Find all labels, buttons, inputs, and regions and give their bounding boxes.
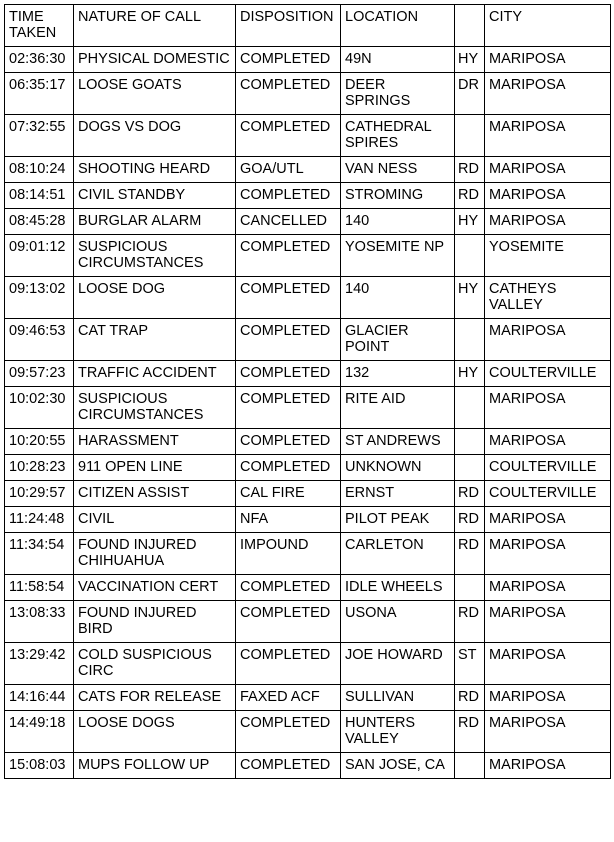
cell-nature-of-call: SHOOTING HEARD xyxy=(74,157,236,183)
cell-nature-of-call: 911 OPEN LINE xyxy=(74,455,236,481)
cell-city: COULTERVILLE xyxy=(485,455,611,481)
cell-nature-of-call: HARASSMENT xyxy=(74,429,236,455)
call-log-page xyxy=(4,4,611,779)
cell-city: MARIPOSA xyxy=(485,711,611,753)
cell-location-suffix: HY xyxy=(455,361,485,387)
header-disposition: DISPOSITION xyxy=(236,5,341,47)
cell-nature-of-call: MUPS FOLLOW UP xyxy=(74,753,236,779)
cell-city: MARIPOSA xyxy=(485,209,611,235)
cell-disposition: COMPLETED xyxy=(236,575,341,601)
cell-city: MARIPOSA xyxy=(485,643,611,685)
cell-time-taken: 07:32:55 xyxy=(5,115,74,157)
cell-location: IDLE WHEELS xyxy=(341,575,455,601)
cell-nature-of-call: LOOSE DOGS xyxy=(74,711,236,753)
cell-location-suffix: HY xyxy=(455,47,485,73)
cell-time-taken: 10:28:23 xyxy=(5,455,74,481)
cell-city: MARIPOSA xyxy=(485,183,611,209)
cell-city: MARIPOSA xyxy=(485,157,611,183)
table-row xyxy=(5,507,611,533)
cell-time-taken: 09:46:53 xyxy=(5,319,74,361)
table-row xyxy=(5,183,611,209)
cell-disposition: COMPLETED xyxy=(236,47,341,73)
cell-nature-of-call: CIVIL STANDBY xyxy=(74,183,236,209)
table-row xyxy=(5,361,611,387)
cell-disposition: CAL FIRE xyxy=(236,481,341,507)
table-row xyxy=(5,157,611,183)
cell-location-suffix: RD xyxy=(455,507,485,533)
cell-location: CARLETON xyxy=(341,533,455,575)
cell-location-suffix: HY xyxy=(455,277,485,319)
cell-disposition: COMPLETED xyxy=(236,711,341,753)
cell-nature-of-call: FOUND INJURED BIRD xyxy=(74,601,236,643)
cell-location-suffix xyxy=(455,429,485,455)
cell-disposition: CANCELLED xyxy=(236,209,341,235)
cell-location: RITE AID xyxy=(341,387,455,429)
cell-location-suffix: HY xyxy=(455,209,485,235)
cell-time-taken: 13:08:33 xyxy=(5,601,74,643)
cell-location-suffix: RD xyxy=(455,601,485,643)
cell-disposition: COMPLETED xyxy=(236,643,341,685)
cell-time-taken: 10:29:57 xyxy=(5,481,74,507)
cell-city: MARIPOSA xyxy=(485,47,611,73)
cell-location: SULLIVAN xyxy=(341,685,455,711)
cell-location: HUNTERS VALLEY xyxy=(341,711,455,753)
table-row xyxy=(5,685,611,711)
cell-nature-of-call: COLD SUSPICIOUS CIRC xyxy=(74,643,236,685)
cell-location-suffix: RD xyxy=(455,533,485,575)
cell-location: 140 xyxy=(341,277,455,319)
cell-location-suffix: RD xyxy=(455,711,485,753)
cell-disposition: COMPLETED xyxy=(236,387,341,429)
cell-time-taken: 09:13:02 xyxy=(5,277,74,319)
cell-location: VAN NESS xyxy=(341,157,455,183)
table-row xyxy=(5,643,611,685)
cell-disposition: COMPLETED xyxy=(236,319,341,361)
cell-disposition: FAXED ACF xyxy=(236,685,341,711)
cell-disposition: COMPLETED xyxy=(236,235,341,277)
table-row xyxy=(5,753,611,779)
cell-time-taken: 06:35:17 xyxy=(5,73,74,115)
table-row xyxy=(5,209,611,235)
cell-nature-of-call: TRAFFIC ACCIDENT xyxy=(74,361,236,387)
table-row xyxy=(5,575,611,601)
cell-location: 140 xyxy=(341,209,455,235)
header-row xyxy=(5,5,611,47)
header-location: LOCATION xyxy=(341,5,455,47)
cell-time-taken: 09:57:23 xyxy=(5,361,74,387)
cell-disposition: GOA/UTL xyxy=(236,157,341,183)
cell-location: UNKNOWN xyxy=(341,455,455,481)
cell-disposition: COMPLETED xyxy=(236,115,341,157)
cell-time-taken: 08:10:24 xyxy=(5,157,74,183)
cell-location-suffix xyxy=(455,387,485,429)
cell-nature-of-call: CATS FOR RELEASE xyxy=(74,685,236,711)
cell-nature-of-call: CIVIL xyxy=(74,507,236,533)
table-row xyxy=(5,235,611,277)
cell-time-taken: 11:34:54 xyxy=(5,533,74,575)
cell-time-taken: 15:08:03 xyxy=(5,753,74,779)
cell-time-taken: 10:20:55 xyxy=(5,429,74,455)
cell-time-taken: 14:16:44 xyxy=(5,685,74,711)
table-row xyxy=(5,429,611,455)
cell-city: MARIPOSA xyxy=(485,533,611,575)
cell-nature-of-call: PHYSICAL DOMESTIC xyxy=(74,47,236,73)
cell-nature-of-call: DOGS VS DOG xyxy=(74,115,236,157)
cell-nature-of-call: LOOSE GOATS xyxy=(74,73,236,115)
cell-city: MARIPOSA xyxy=(485,575,611,601)
cell-city: MARIPOSA xyxy=(485,319,611,361)
table-row xyxy=(5,533,611,575)
cell-nature-of-call: SUSPICIOUS CIRCUMSTANCES xyxy=(74,387,236,429)
cell-location: ERNST xyxy=(341,481,455,507)
cell-nature-of-call: BURGLAR ALARM xyxy=(74,209,236,235)
cell-city: COULTERVILLE xyxy=(485,361,611,387)
table-row xyxy=(5,711,611,753)
cell-nature-of-call: VACCINATION CERT xyxy=(74,575,236,601)
cell-location: 49N xyxy=(341,47,455,73)
call-log-table xyxy=(4,4,611,779)
cell-time-taken: 11:58:54 xyxy=(5,575,74,601)
cell-city: MARIPOSA xyxy=(485,115,611,157)
cell-nature-of-call: SUSPICIOUS CIRCUMSTANCES xyxy=(74,235,236,277)
table-row xyxy=(5,481,611,507)
table-row xyxy=(5,277,611,319)
cell-location: CATHEDRAL SPIRES xyxy=(341,115,455,157)
cell-disposition: COMPLETED xyxy=(236,183,341,209)
cell-location: USONA xyxy=(341,601,455,643)
cell-disposition: COMPLETED xyxy=(236,73,341,115)
cell-location-suffix xyxy=(455,753,485,779)
cell-time-taken: 13:29:42 xyxy=(5,643,74,685)
cell-disposition: COMPLETED xyxy=(236,753,341,779)
cell-disposition: NFA xyxy=(236,507,341,533)
cell-location-suffix: ST xyxy=(455,643,485,685)
cell-location-suffix xyxy=(455,319,485,361)
cell-disposition: COMPLETED xyxy=(236,455,341,481)
cell-city: MARIPOSA xyxy=(485,753,611,779)
cell-disposition: COMPLETED xyxy=(236,601,341,643)
cell-city: MARIPOSA xyxy=(485,429,611,455)
cell-location-suffix xyxy=(455,575,485,601)
cell-time-taken: 14:49:18 xyxy=(5,711,74,753)
cell-location-suffix xyxy=(455,235,485,277)
cell-city: MARIPOSA xyxy=(485,507,611,533)
cell-time-taken: 09:01:12 xyxy=(5,235,74,277)
cell-nature-of-call: CITIZEN ASSIST xyxy=(74,481,236,507)
header-time-taken: TIME TAKEN xyxy=(5,5,74,47)
table-row xyxy=(5,115,611,157)
call-log-body xyxy=(5,47,611,779)
cell-location: ST ANDREWS xyxy=(341,429,455,455)
cell-city: MARIPOSA xyxy=(485,73,611,115)
cell-nature-of-call: LOOSE DOG xyxy=(74,277,236,319)
cell-location: PILOT PEAK xyxy=(341,507,455,533)
header-location-suffix xyxy=(455,5,485,47)
cell-nature-of-call: FOUND INJURED CHIHUAHUA xyxy=(74,533,236,575)
cell-city: MARIPOSA xyxy=(485,685,611,711)
table-row xyxy=(5,319,611,361)
cell-city: MARIPOSA xyxy=(485,601,611,643)
cell-disposition: COMPLETED xyxy=(236,277,341,319)
header-nature-of-call: NATURE OF CALL xyxy=(74,5,236,47)
cell-city: YOSEMITE xyxy=(485,235,611,277)
cell-city: COULTERVILLE xyxy=(485,481,611,507)
cell-disposition: COMPLETED xyxy=(236,361,341,387)
table-row xyxy=(5,73,611,115)
cell-city: CATHEYS VALLEY xyxy=(485,277,611,319)
cell-location: DEER SPRINGS xyxy=(341,73,455,115)
cell-location-suffix: DR xyxy=(455,73,485,115)
cell-time-taken: 11:24:48 xyxy=(5,507,74,533)
table-row xyxy=(5,47,611,73)
cell-location-suffix: RD xyxy=(455,183,485,209)
cell-city: MARIPOSA xyxy=(485,387,611,429)
cell-location: 132 xyxy=(341,361,455,387)
cell-location: GLACIER POINT xyxy=(341,319,455,361)
cell-time-taken: 08:14:51 xyxy=(5,183,74,209)
cell-time-taken: 02:36:30 xyxy=(5,47,74,73)
cell-location-suffix xyxy=(455,115,485,157)
cell-location-suffix: RD xyxy=(455,157,485,183)
cell-disposition: COMPLETED xyxy=(236,429,341,455)
cell-time-taken: 08:45:28 xyxy=(5,209,74,235)
cell-location: SAN JOSE, CA xyxy=(341,753,455,779)
table-row xyxy=(5,601,611,643)
table-row xyxy=(5,455,611,481)
cell-location-suffix xyxy=(455,455,485,481)
cell-location: STROMING xyxy=(341,183,455,209)
cell-location: YOSEMITE NP xyxy=(341,235,455,277)
table-row xyxy=(5,387,611,429)
header-city: CITY xyxy=(485,5,611,47)
cell-location: JOE HOWARD xyxy=(341,643,455,685)
cell-disposition: IMPOUND xyxy=(236,533,341,575)
cell-nature-of-call: CAT TRAP xyxy=(74,319,236,361)
cell-time-taken: 10:02:30 xyxy=(5,387,74,429)
cell-location-suffix: RD xyxy=(455,685,485,711)
cell-location-suffix: RD xyxy=(455,481,485,507)
